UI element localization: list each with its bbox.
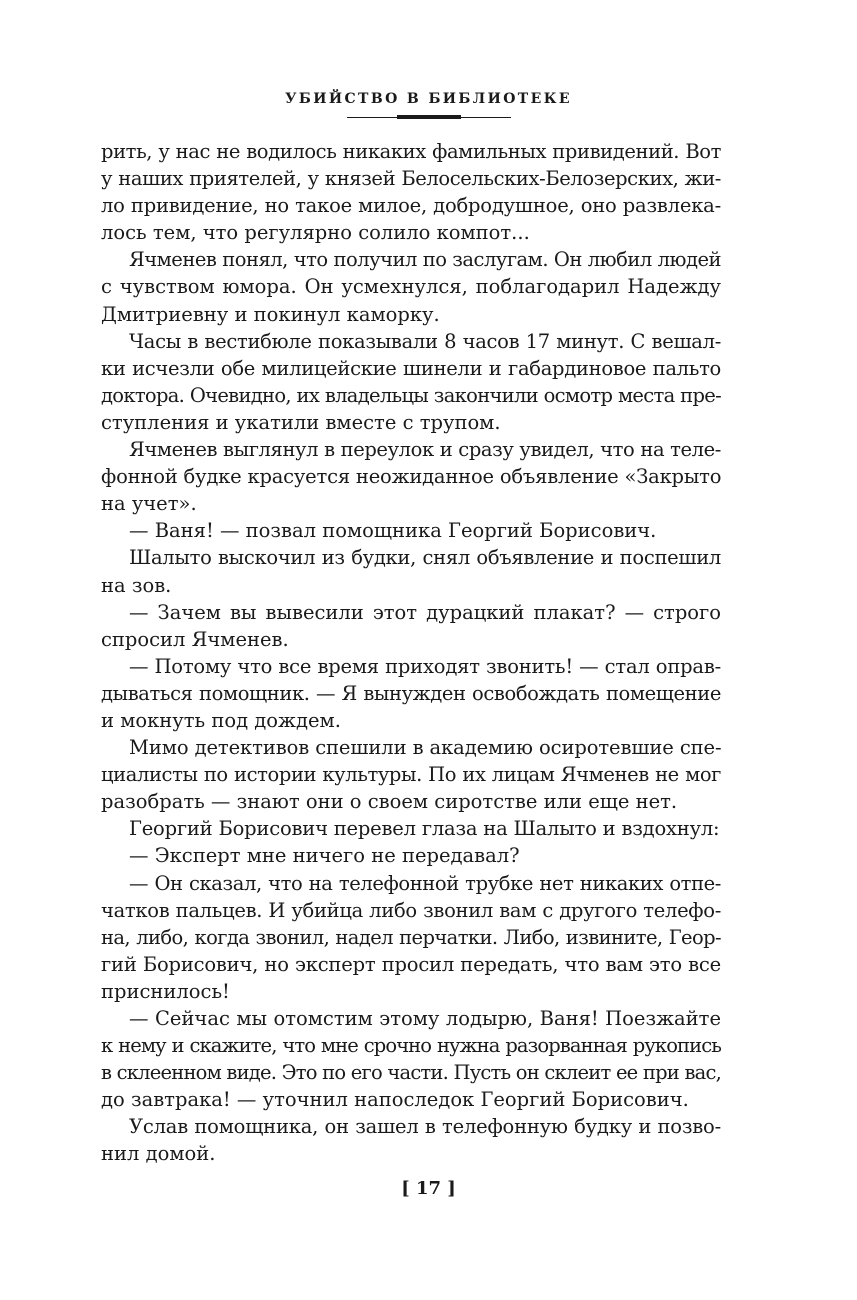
page-number-label: [ 17 ] — [401, 1178, 456, 1199]
text-line: Дмитриевну и покинул каморку. — [101, 302, 440, 326]
text-line: — Сейчас мы отомстим этому лодырю, Ваня! Поезжайте — [129, 1007, 721, 1030]
text-line: в склеенном виде. Это по его части. Пусть он склеит ее при вас, — [101, 1061, 721, 1085]
text-line: Ячменев понял, что получил по заслугам. Он любил людей — [129, 248, 721, 272]
text-line: Шалыто выскочил из будки, снял объявление и поспешил — [129, 546, 721, 570]
text-line: Ячменев выглянул в переулок и сразу увидел, что на теле- — [129, 438, 721, 462]
header-rule-thick — [397, 115, 461, 119]
text-line: и мокнуть под дождем. — [101, 708, 341, 732]
text-line: приснилось! — [101, 979, 230, 1003]
text-line: гий Борисович, но эксперт просил передать, что вам это все — [101, 952, 721, 976]
text-line: лось тем, что регулярно солило компот... — [101, 221, 530, 245]
text-line: Георгий Борисович перевел глаза на Шалыто и вздохнул: — [129, 817, 720, 841]
text-line: дываться помощник. — Я вынужден освобождать помещение — [101, 681, 721, 705]
text-line: ступления и укатили вместе с трупом. — [101, 410, 501, 434]
text-line: на зов. — [101, 573, 172, 597]
text-line: чатков пальцев. И убийца либо звонил вам с другого телефо- — [101, 898, 721, 922]
text-line: доктора. Очевидно, их владельцы закончили осмотр места пре- — [101, 383, 721, 407]
text-line: — Ваня! — позвал помощника Георгий Борисович. — [129, 519, 657, 543]
text-line: ки исчезли обе милицейские шинели и габардиновое пальто — [101, 356, 721, 380]
text-line: — Он сказал, что на телефонной трубке нет никаких отпе- — [129, 871, 721, 895]
text-line: циалисты по истории культуры. По их лицам Ячменев не мог — [101, 763, 721, 787]
text-line: фонной будке красуется неожиданное объявление «Закрыто — [101, 465, 722, 489]
text-line: нил домой. — [101, 1142, 216, 1166]
text-line: на учет». — [101, 492, 197, 516]
text-line: разобрать — знают они о своем сиротстве или еще нет. — [101, 790, 678, 814]
text-line: — Эксперт мне ничего не передавал? — [129, 844, 520, 868]
text-line: — Потому что все время приходят звонить! — стал оправ- — [129, 654, 721, 678]
text-line: на, либо, когда звонил, надел перчатки. Либо, извините, Геор- — [101, 925, 721, 949]
running-head — [0, 91, 857, 120]
text-line: рить, у нас не водилось никаких фамильных привидений. Вот — [101, 140, 721, 163]
page-number — [0, 1178, 857, 1199]
text-line: спросил Ячменев. — [101, 627, 289, 651]
body-text — [101, 138, 721, 1168]
book-title: УБИЙСТВО В БИБЛИОТЕКЕ — [285, 91, 572, 107]
text-line: с чувством юмора. Он усмехнулся, поблагодарил Надежду — [101, 275, 721, 299]
text-line: у наших приятелей, у князей Белосельских-Белозерских, жи- — [101, 167, 721, 191]
text-line: к нему и скажите, что мне срочно нужна разорванная рукопись — [101, 1034, 721, 1058]
text-line: до завтрака! — уточнил напоследок Георгий Борисович. — [101, 1088, 689, 1112]
text-line: ло привидение, но такое милое, добродушное, оно развлека- — [101, 194, 721, 218]
text-line: — Зачем вы вывесили этот дурацкий плакат? — строго — [129, 600, 721, 624]
text-line: Услав помощника, он зашел в телефонную будку и позво- — [129, 1115, 721, 1139]
text-line: Часы в вестибюле показывали 8 часов 17 минут. С вешал- — [129, 329, 721, 353]
header-rule — [347, 115, 511, 120]
text-line: Мимо детективов спешили в академию осиротевшие спе- — [129, 736, 722, 760]
